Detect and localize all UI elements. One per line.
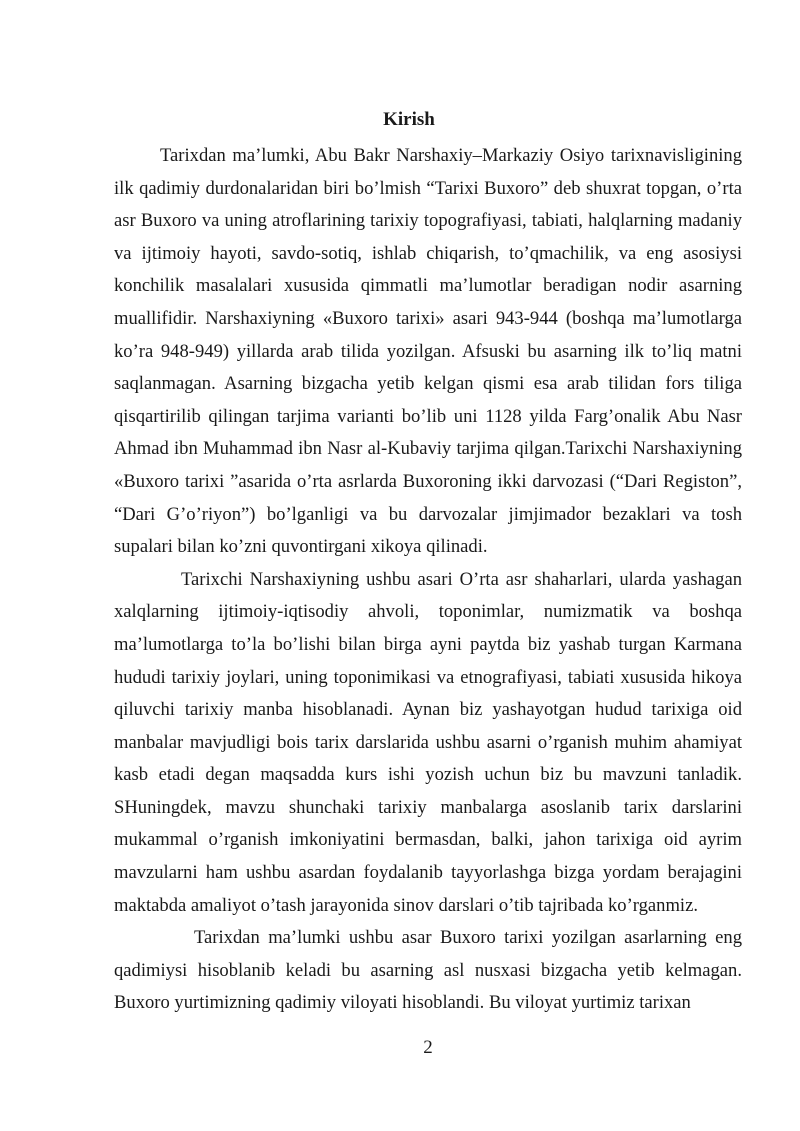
paragraph-1: Tarixdan ma’lumki, Abu Bakr Narshaxiy–Markaziy Osiyo tarixnavisligining ilk qadimiy durdonalaridan biri bo’lmish “Tarixi Buxoro” deb shuxrat topgan, o’rta asr Buxoro va uning atroflarining tarixiy topografiyasi, tabiati, halqlarning madaniy va ijtimoiy hayoti, savdo-sotiq, ishlab chiqarish, to’qmachilik, va eng asosiysi konchilik masalalari xususida qimmatli ma’lumotlar beradigan nodir asarning muallifidir. Narshaxiyning «Buxoro tarixi» asari 943-944 (boshqa ma’lumotlarga ko’ra 948-949) yillarda arab tilida yozilgan. Afsuski bu asarning ilk to’liq matni saqlanmagan. Asarning bizgacha yetib kelgan qismi esa arab tilidan fors tiliga qisqartirilib qilingan tarjima varianti bo’lib uni 1128 yilda Farg’onalik Abu Nasr Ahmad ibn Muhammad ibn Nasr al-Kubaviy tarjima qilgan.Tarixchi Narshaxiyning «Buxoro tarixi ”asarida o’rta asrlarda Buxoroning ikki darvozasi (“Dari Registon”, “Dari G’o’riyon”) bo’lganligi va bu darvozalar jimjimador bezaklari va tosh supalari bilan ko’zni quvontirgani xikoya qilinadi. [114, 145, 742, 558]
paragraph-2: Tarixchi Narshaxiyning ushbu asari O’rta asr shaharlari, ularda yashagan xalqlarning ijtimoiy-iqtisodiy ahvoli, toponimlar, numizmatik va boshqa ma’lumotlarga to’la bo’lishi bilan birga ayni paytda biz yashab turgan Karmana hududi tarixiy joylari, uning toponimikasi va etnografiyasi, tabiati xususida hikoya qiluvchi tarixiy manba hisoblanadi. Aynan biz yashayotgan hudud tarixiga oid manbalar mavjudligi bois tarix darslarida ushbu asarni o’rganish muhim ahamiyat kasb etadi degan maqsadda kurs ishi yozish uchun biz bu mavzuni tanladik. SHuningdek, mavzu shunchaki tarixiy manbalarga asoslanib tarix darslarini mukammal o’rganish imkoniyatini bermasdan, balki, jahon tarixiga oid ayrim mavzularni ham ushbu asardan foydalanib tayyorlashga bizga yordam berajagini maktabda amaliyot o’tash jarayonida sinov darslari o’tib tajribada ko’rganmiz. [114, 568, 742, 916]
body-text [114, 140, 742, 1020]
section-heading: Kirish [383, 109, 435, 130]
paragraph-3: Tarixdan ma’lumki ushbu asar Buxoro tarixi yozilgan asarlarning eng qadimiysi hisoblanib keladi bu asarning asl nusxasi bizgacha yetib kelmagan. Buxoro yurtimizning qadimiy viloyati hisoblandi. Bu viloyat yurtimiz tarixan [114, 927, 742, 1014]
page-number: 2 [423, 1037, 433, 1058]
